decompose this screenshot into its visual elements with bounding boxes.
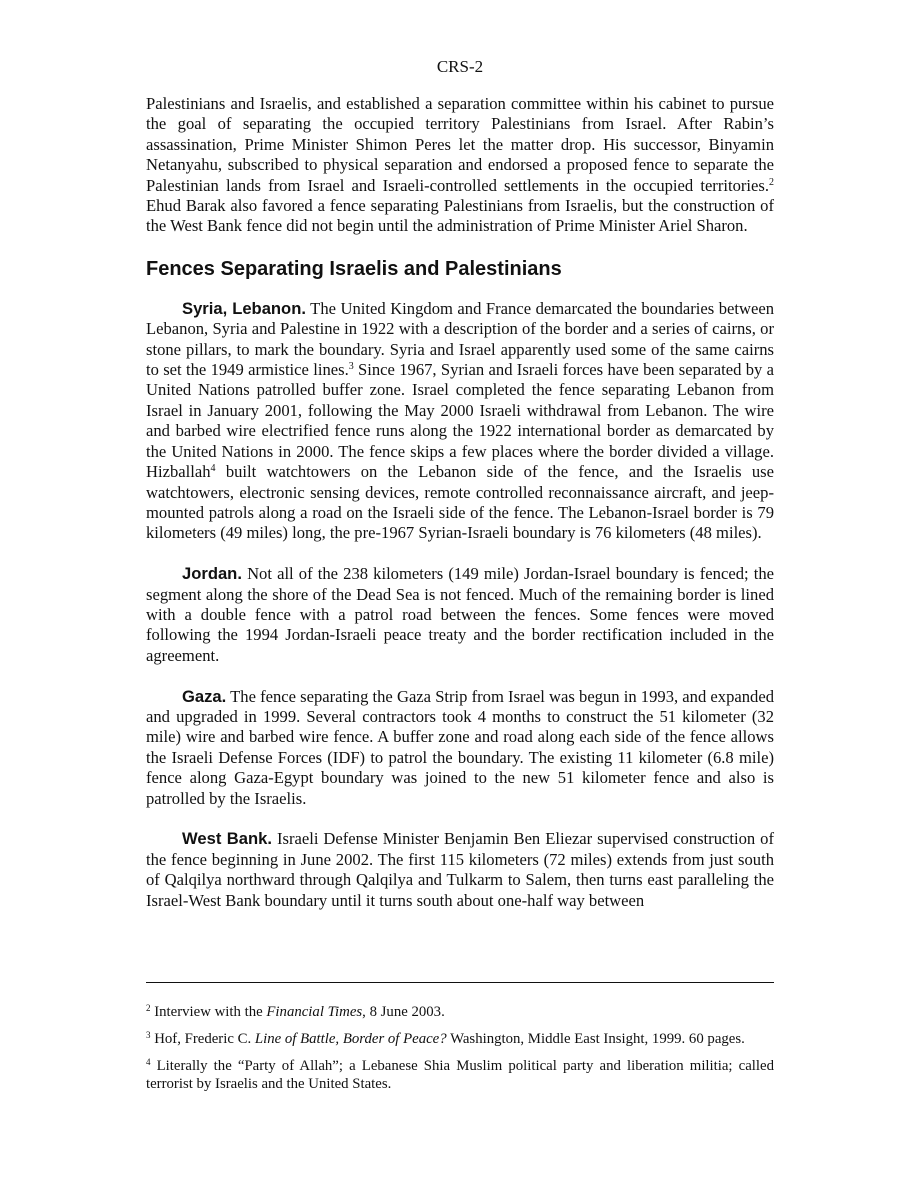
page-header: CRS-2	[436, 57, 484, 76]
footnote: $^2$ Interview with the Financial Times, 8 June 2003.	[146, 1003, 445, 1020]
footnote-divider	[146, 982, 774, 983]
west-bank-paragraph: West Bank. Israeli Defense Minister Benjamin Ben Eliezar supervised construction of the fence beginning in June 2002. The first 115 kilometers (72 miles) extends from just south of Qalqilya northward through Qalqilya and Tulkarm to Salem, then turns east paralleling the Israel-West Bank boundary until it turns south about one-half way between	[146, 829, 774, 910]
syria-lebanon-paragraph: Syria, Lebanon. The United Kingdom and France demarcated the boundaries between Lebanon, Syria and Palestine in 1922 with a description of the border and a series of cairns, or stone pillars, to mark the boundary. Syria and Israel apparently used some of the same cairns to set the 1949 armistice lines.$^3$ Since 1967, Syrian and Israeli forces have been separated by a United Nations patrolled buffer zone. Israel completed the fence separating Lebanon from Israel in January 2001, following the May 2000 Israeli withdrawal from Lebanon. The wire and barbed wire electrified fence runs along the 1922 international border as demarcated by the United Nations in 2000. The fence skips a few places where the border divided a village. Hizballah$^4$ built watchtowers on the Lebanon side of the fence, and the Israelis use watchtowers, electronic sensing devices, remote controlled reconnaissance aircraft, and jeep-mounted patrols along a road on the Israeli side of the fence. The Lebanon-Israel border is 79 kilometers (49 miles) long, the pre-1967 Syrian-Israeli boundary is 76 kilometers (48 miles).	[146, 298, 775, 543]
footnote: $^3$ Hof, Frederic C. Line of Battle, Border of Peace? Washington, Middle East Insight, 1999. 60 pages.	[146, 1030, 745, 1047]
jordan-paragraph: Jordan. Not all of the 238 kilometers (149 mile) Jordan-Israel boundary is fenced; the segment along the shore of the Dead Sea is not fenced. Much of the remaining border is lined with a double fence with a patrol road between the fences. Some fences were moved following the 1994 Jordan-Israeli peace treaty and the border rectification included in the agreement.	[146, 564, 774, 665]
footnote-ref-3[interactable]: 3	[348, 361, 354, 373]
west-bank-heading: West Bank.	[182, 829, 272, 849]
footnotes	[146, 1003, 774, 1102]
gaza-heading: Gaza.	[182, 686, 227, 706]
jordan-heading: Jordan.	[182, 564, 242, 584]
syria-lebanon-heading: Syria, Lebanon.	[182, 298, 306, 318]
footnote-ref-2[interactable]: 2	[769, 176, 774, 188]
footnote: $^4$ Literally the “Party of Allah”; a Lebanese Shia Muslim political party and liberation militia; called terrorist by Israelis and the United States.	[146, 1057, 774, 1092]
footnote-ref-4[interactable]: 4	[210, 463, 216, 475]
gaza-paragraph: Gaza. The fence separating the Gaza Strip from Israel was begun in 1993, and expanded and upgraded in 1999. Several contractors took 4 months to construct the 51 kilometer (32 mile) wire and barbed wire fence. A buffer zone and road along each side of the fence allows the Israeli Defense Forces (IDF) to patrol the boundary. The existing 11 kilometer (6.8 mile) fence along Gaza-Egypt boundary was joined to the new 51 kilometer fence and also is patrolled by the Israelis.	[146, 686, 774, 808]
intro-paragraph: Palestinians and Israelis, and established a separation committee within his cabinet to pursue the goal of separating the occupied territory Palestinians from Israel. After Rabin’s assassination, Prime Minister Shimon Peres let the matter drop. His successor, Binyamin Netanyahu, subscribed to physical separation and endorsed a proposed fence to separate the Palestinian lands from Israel and Israeli-controlled settlements in the occupied territories.$^2$ Ehud Barak also favored a fence separating Palestinians from Israelis, but the construction of the West Bank fence did not begin until the administration of Prime Minister Ariel Sharon.	[146, 94, 774, 236]
body-text	[146, 94, 774, 911]
section-heading: Fences Separating Israelis and Palestinians	[146, 257, 562, 280]
